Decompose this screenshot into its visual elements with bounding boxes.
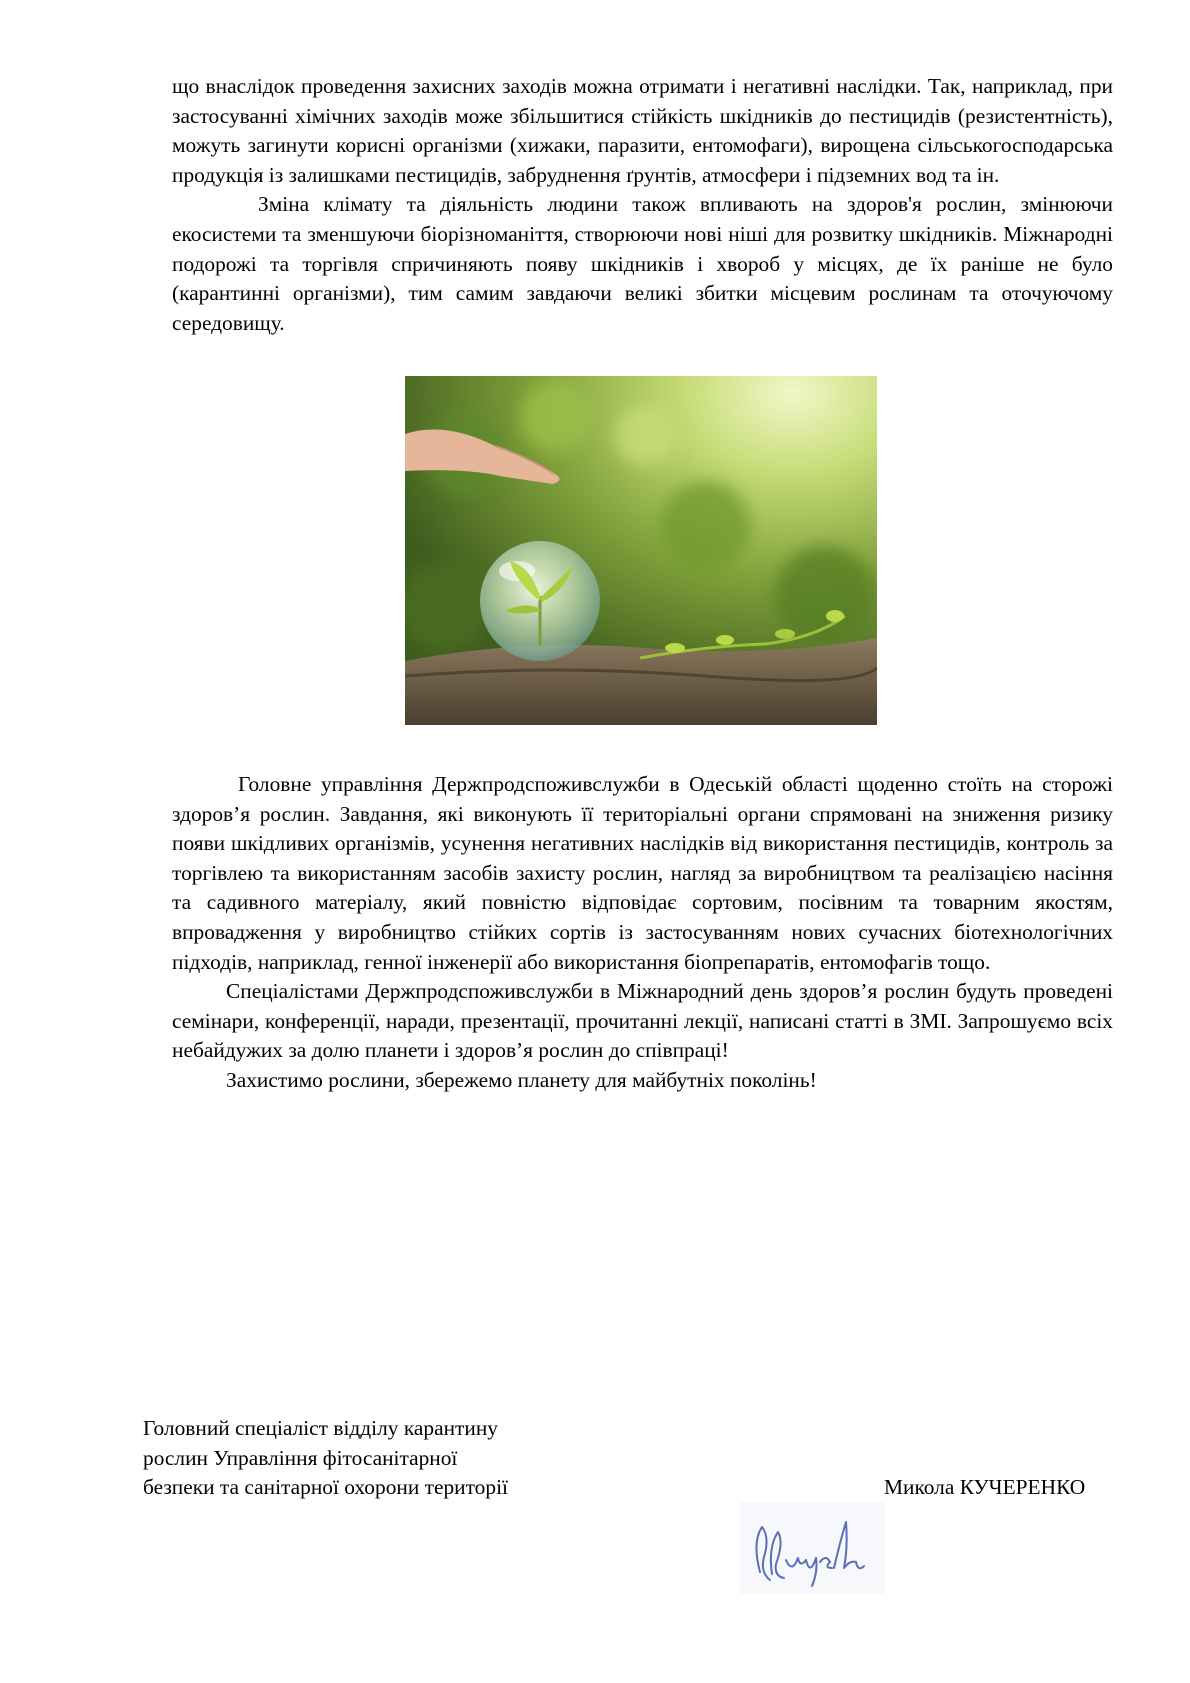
position-line: Головний спеціаліст відділу карантину — [143, 1416, 498, 1440]
handwritten-signature — [740, 1502, 885, 1594]
signer-name: Микола КУЧЕРЕНКО — [884, 1475, 1086, 1499]
plant-in-glass-sphere-photo — [405, 376, 877, 725]
paragraph: Головне управління Держпродспоживслужби в Одеській області щоденно стоїть на сторожі здоров’я рослин. Завдання, які виконують її територіальні органи спрямовані на зниження ризику появи шкідливих організмів, усунення негативних наслідків від використання пестицидів, контроль за торгівлею та використанням засобів захисту рослин, нагляд за виробництвом та реалізацією насіння та садивного матеріалу, який повністю відповідає сортовим, посівним та товарним якостям, впровадження у виробництво стійких сортів із застосуванням нових сучасних біотехнологічних підходів, наприклад, генної інженерії або використання біопрепаратів, ентомофагів тощо. — [172, 772, 1113, 974]
closing-slogan: Захистимо рослини, збережемо планету для майбутніх поколінь! — [226, 1067, 817, 1092]
position-line: рослин Управління фітосанітарної — [143, 1445, 458, 1470]
position-line: безпеки та санітарної охорони території — [143, 1475, 508, 1500]
bottom-text-block — [172, 770, 1113, 1096]
paragraph: Спеціалістами Держпродспоживслужби в Міжнародний день здоров’я рослин будуть проведені семінари, конференції, наради, презентації, прочитанні лекції, написані статті в ЗМІ. Запрошуємо всіх небайдужих за долю планети і здоров’я рослин до співпраці! — [172, 979, 1113, 1063]
signer-position — [143, 1414, 508, 1503]
paragraph: Зміна клімату та діяльність людини також впливають на здоров'я рослин, змінюючи екосистеми та зменшуючи біорізноманіття, створюючи нові ніші для розвитку шкідників. Міжнародні подорожі та торгівля спричиняють появу шкідників і хвороб у місцях, де їх раніше не було (карантинні організми), тим самим завдаючи великі збитки місцевим рослинам та оточуючому середовищу. — [172, 192, 1113, 335]
top-text-block — [172, 72, 1113, 338]
paragraph: що внаслідок проведення захисних заходів можна отримати і негативні наслідки. Так, наприклад, при застосуванні хімічних заходів може збільшитися стійкість шкідників до пестицидів (резистентність), можуть загинути корисні організми (хижаки, паразити, ентомофаги), вирощена сільськогосподарська продукція із залишками пестицидів, забруднення ґрунтів, атмосфери і підземних вод та ін. — [172, 74, 1113, 187]
